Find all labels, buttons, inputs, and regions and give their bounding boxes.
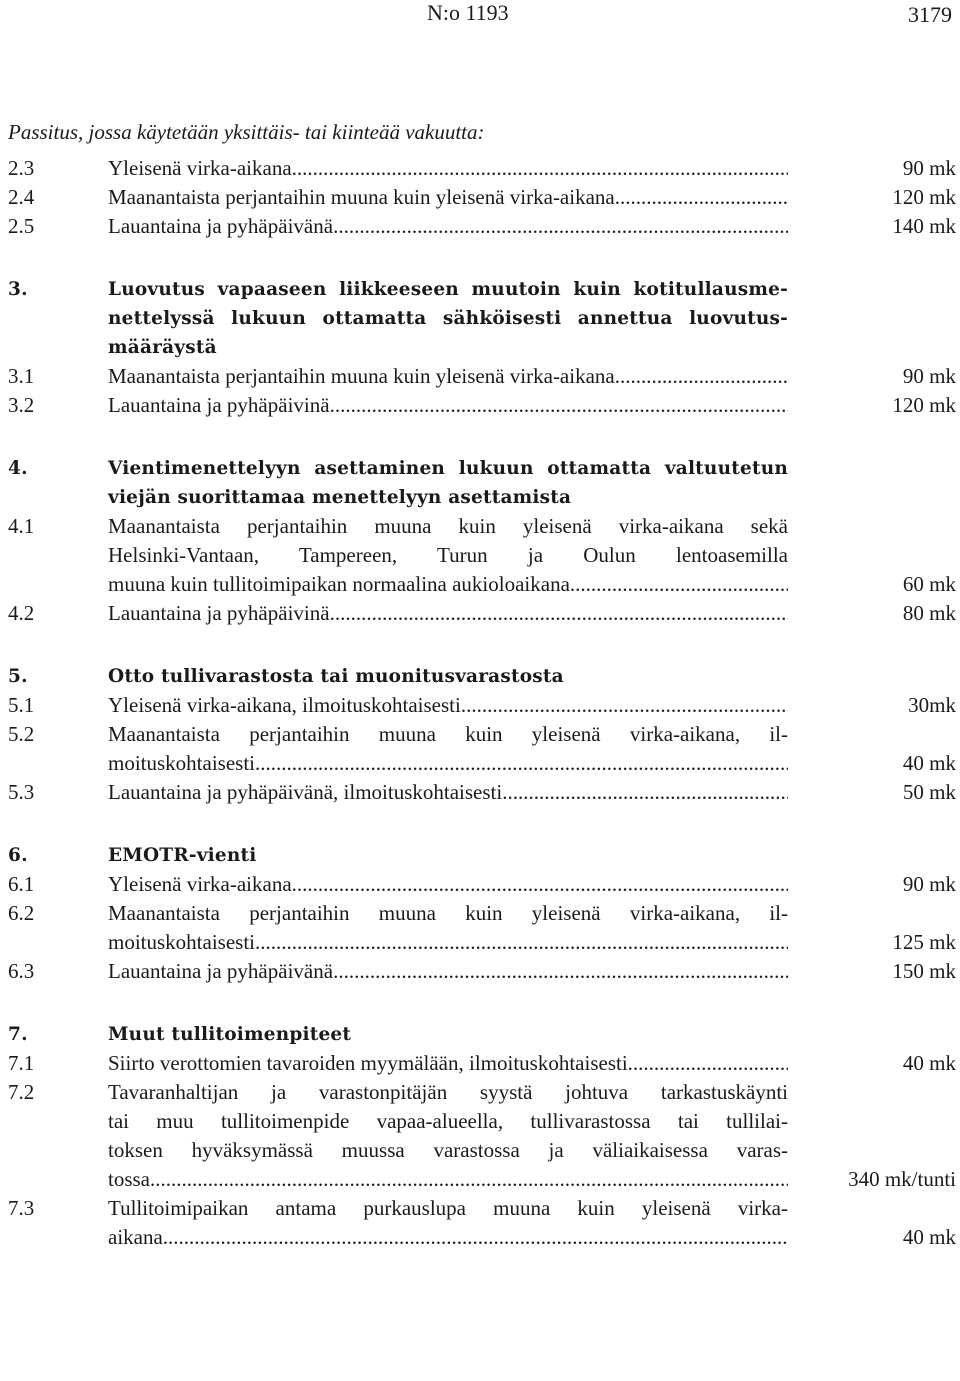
item-leader-line (108, 212, 788, 241)
item-text: Siirto verottomien tavaroiden myymälään, ilmoituskohtaisesti (108, 1051, 628, 1075)
item-text: tossa (108, 1167, 150, 1191)
item-number: 5.3 (8, 780, 35, 804)
item-number: 2.5 (8, 214, 35, 238)
item-number: 5.2 (8, 722, 35, 746)
dot-leader (255, 928, 788, 957)
fee-item-line (8, 362, 958, 391)
section-spacer (8, 420, 958, 454)
dot-leader (615, 362, 788, 391)
item-price: 90 mk (902, 364, 956, 388)
item-text-line: Maanantaista perjantaihin muuna kuin yleisenä virka-aikana sekä (108, 514, 788, 538)
item-price: 340 mk/tunti (848, 1167, 956, 1191)
item-leader-line (108, 183, 788, 212)
item-price: 120 mk (892, 393, 956, 417)
fee-item-line (8, 1078, 958, 1107)
section-heading (8, 483, 958, 512)
item-text: Yleisenä virka-aikana (108, 156, 292, 180)
dot-leader (330, 391, 788, 420)
fee-item-line (8, 1223, 958, 1252)
item-leader-line (108, 778, 788, 807)
item-text-line: Maanantaista perjantaihin muuna kuin yleisenä virka-aikana, il- (108, 901, 788, 925)
section-heading (8, 454, 958, 483)
item-number: 7.3 (8, 1196, 35, 1220)
dot-leader (150, 1165, 788, 1194)
item-leader-line (108, 1049, 788, 1078)
item-price: 90 mk (902, 872, 956, 896)
dot-leader (255, 749, 788, 778)
item-leader-line (108, 749, 788, 778)
dot-leader (333, 212, 788, 241)
fee-item-line (8, 691, 958, 720)
item-price: 40 mk (902, 1225, 956, 1249)
item-price: 125 mk (892, 930, 956, 954)
item-number: 4.2 (8, 601, 35, 625)
item-text: Maanantaista perjantaihin muuna kuin yleisenä virka-aikana (108, 364, 615, 388)
item-number: 6.2 (8, 901, 35, 925)
item-text-line: Helsinki-Vantaan, Tampereen, Turun ja Oulun lentoasemilla (108, 543, 788, 567)
item-text: moituskohtaisesti (108, 751, 255, 775)
section-heading (8, 275, 958, 304)
section-heading (8, 1020, 958, 1049)
section-title-line: määräystä (108, 337, 217, 358)
fee-item-line (8, 720, 958, 749)
fee-item-line (8, 928, 958, 957)
item-number: 6.3 (8, 959, 35, 983)
dot-leader (628, 1049, 788, 1078)
item-leader-line (108, 928, 788, 957)
page-header (0, 0, 960, 30)
section-number: 4. (8, 458, 28, 479)
item-text: muuna kuin tullitoimipaikan normaalina aukioloaikana (108, 572, 570, 596)
section-spacer (8, 628, 958, 662)
item-price: 40 mk (902, 1051, 956, 1075)
item-number: 7.1 (8, 1051, 35, 1075)
item-text: Maanantaista perjantaihin muuna kuin yleisenä virka-aikana (108, 185, 615, 209)
fee-item-line (8, 1194, 958, 1223)
item-leader-line (108, 691, 788, 720)
document-number: N:o 1193 (427, 0, 509, 25)
item-text: moituskohtaisesti (108, 930, 255, 954)
item-number: 3.2 (8, 393, 35, 417)
item-price: 150 mk (892, 959, 956, 983)
section-number: 5. (8, 666, 28, 687)
section-title-line: Muut tullitoimenpiteet (108, 1024, 352, 1045)
fee-item-line (8, 570, 958, 599)
item-number: 3.1 (8, 364, 35, 388)
fee-item-line (8, 154, 958, 183)
item-text-line: tai muu tullitoimenpide vapaa-alueella, tullivarastossa tai tullilai- (108, 1109, 788, 1133)
item-price: 60 mk (902, 572, 956, 596)
section-title-line: Vientimenettelyyn asettaminen lukuun ottamatta valtuutetun (108, 458, 788, 479)
item-leader-line (108, 570, 788, 599)
section-number: 7. (8, 1024, 28, 1045)
item-text: aikana (108, 1225, 163, 1249)
item-text-line: Tullitoimipaikan antama purkauslupa muuna kuin yleisenä virka- (108, 1196, 788, 1220)
section-number: 3. (8, 279, 28, 300)
dot-leader (570, 570, 788, 599)
fee-item-line (8, 899, 958, 928)
page-number: 3179 (908, 2, 952, 27)
section-s2 (8, 154, 958, 241)
section-heading (8, 333, 958, 362)
item-price: 30mk (908, 693, 956, 717)
fee-item-line (8, 599, 958, 628)
item-leader-line (108, 154, 788, 183)
item-price: 80 mk (902, 601, 956, 625)
fee-item-line (8, 1165, 958, 1194)
section-spacer (8, 807, 958, 841)
fee-item-line (8, 778, 958, 807)
section-heading (8, 841, 958, 870)
item-leader-line (108, 870, 788, 899)
fee-item-line (8, 183, 958, 212)
section-title-line: EMOTR-vienti (108, 845, 257, 866)
fee-item-line (8, 391, 958, 420)
section-s4 (8, 454, 958, 628)
section-heading (8, 304, 958, 333)
fee-item-line (8, 1107, 958, 1136)
dot-leader (333, 957, 788, 986)
item-number: 4.1 (8, 514, 35, 538)
dot-leader (163, 1223, 788, 1252)
dot-leader (461, 691, 788, 720)
item-number: 2.4 (8, 185, 35, 209)
section-s3 (8, 275, 958, 420)
item-leader-line (108, 362, 788, 391)
fee-schedule (8, 118, 958, 1252)
section-s6 (8, 841, 958, 986)
item-number: 2.3 (8, 156, 35, 180)
section-heading (8, 662, 958, 691)
item-text: Lauantaina ja pyhäpäivänä, ilmoituskohtaisesti (108, 780, 503, 804)
item-price: 140 mk (892, 214, 956, 238)
section-title-line: Otto tullivarastosta tai muonitusvarastosta (108, 666, 564, 687)
dot-leader (330, 599, 788, 628)
fee-item-line (8, 870, 958, 899)
item-text: Lauantaina ja pyhäpäivänä (108, 214, 334, 238)
item-text-line: Maanantaista perjantaihin muuna kuin yleisenä virka-aikana, il- (108, 722, 788, 746)
item-leader-line (108, 1223, 788, 1252)
fee-item-line (8, 212, 958, 241)
item-text-line: Tavaranhaltijan ja varastonpitäjän syystä johtuva tarkastuskäynti (108, 1080, 788, 1104)
item-price: 40 mk (902, 751, 956, 775)
section-s5 (8, 662, 958, 807)
item-leader-line (108, 1165, 788, 1194)
fee-item-line (8, 541, 958, 570)
item-number: 5.1 (8, 693, 35, 717)
section-number: 6. (8, 845, 28, 866)
item-text-line: toksen hyväksymässä muussa varastossa ja väliaikaisessa varas- (108, 1138, 788, 1162)
item-leader-line (108, 391, 788, 420)
section-s7 (8, 1020, 958, 1252)
item-leader-line (108, 957, 788, 986)
fee-item-line (8, 1136, 958, 1165)
item-text: Yleisenä virka-aikana (108, 872, 292, 896)
fee-item-line (8, 957, 958, 986)
item-price: 50 mk (902, 780, 956, 804)
item-price: 120 mk (892, 185, 956, 209)
intro-text: Passitus, jossa käytetään yksittäis- tai kiinteää vakuutta: (8, 120, 485, 144)
item-price: 90 mk (902, 156, 956, 180)
section-spacer (8, 986, 958, 1020)
item-text: Lauantaina ja pyhäpäivänä (108, 959, 334, 983)
section-title-line: viejän suorittamaa menettelyyn asettamista (108, 487, 572, 508)
dot-leader (292, 154, 788, 183)
item-number: 7.2 (8, 1080, 35, 1104)
dot-leader (292, 870, 788, 899)
section-title-line: Luovutus vapaaseen liikkeeseen muutoin kuin kotitullausme- (108, 279, 788, 300)
item-text: Yleisenä virka-aikana, ilmoituskohtaisesti (108, 693, 461, 717)
fee-item-line (8, 749, 958, 778)
fee-item-line (8, 512, 958, 541)
dot-leader (502, 778, 788, 807)
item-text: Lauantaina ja pyhäpäivinä (108, 601, 330, 625)
item-text: Lauantaina ja pyhäpäivinä (108, 393, 330, 417)
item-leader-line (108, 599, 788, 628)
section-spacer (8, 241, 958, 275)
dot-leader (615, 183, 788, 212)
section-title-line: nettelyssä lukuun ottamatta sähköisesti annettua luovutus- (108, 308, 788, 329)
fee-item-line (8, 1049, 958, 1078)
item-number: 6.1 (8, 872, 35, 896)
